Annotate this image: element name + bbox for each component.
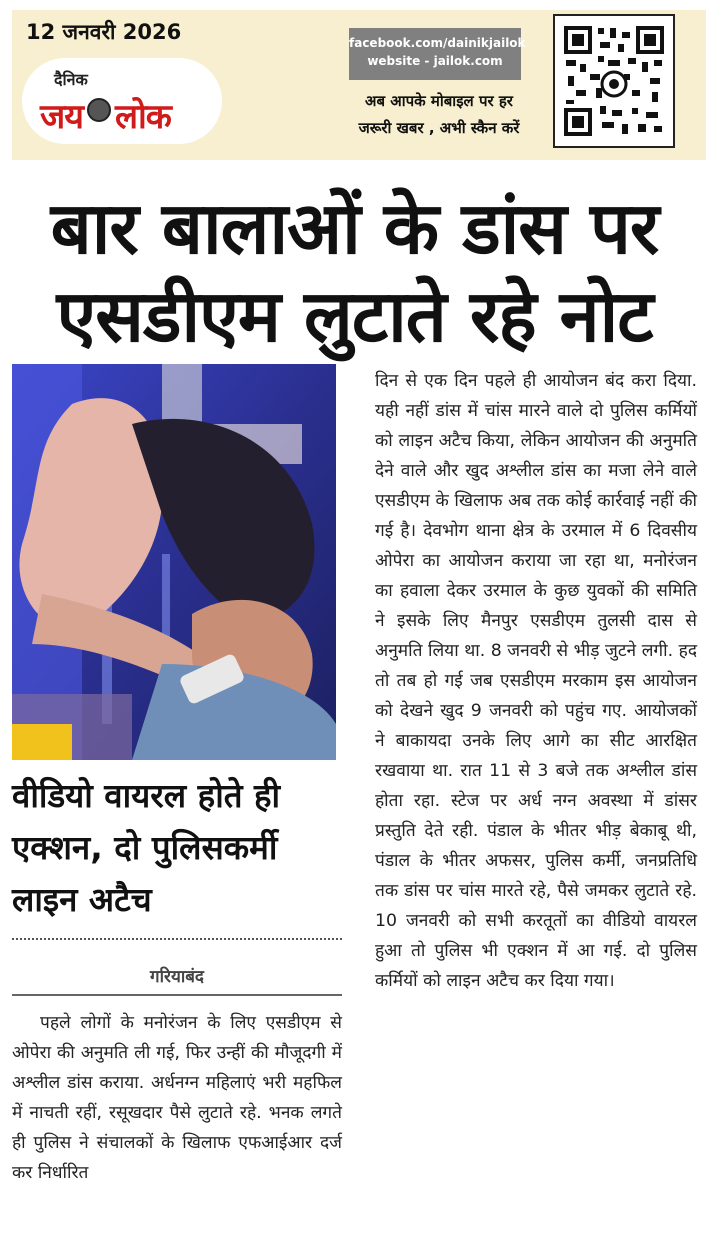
news-photo-image — [12, 364, 336, 760]
website-link[interactable]: website - jailok.com — [367, 54, 503, 68]
social-links-box — [349, 28, 526, 80]
dateline-location: गरियाबंद — [150, 967, 204, 987]
globe-icon — [87, 98, 111, 122]
location-divider — [12, 994, 342, 996]
logo-word-2: लोक — [114, 97, 171, 137]
headline-line-1: बार बालाओं के डांस पर — [50, 186, 659, 270]
scan-tagline — [344, 88, 534, 142]
headline-line-2: एसडीएम लुटाते रहे नोट — [56, 274, 653, 358]
issue-date: 12 जनवरी 2026 — [26, 20, 182, 44]
article-body-right: दिन से एक दिन पहले ही आयोजन बंद करा दिया. यही नहीं डांस में चांस मारने वाले दो पुलिस कर्मियों को लाइन अटैच किया, लेकिन आयोजन की अनुमति देने वाले और खुद अश्लील डांस का मजा लेने वाले एसडीएम के खिलाफ अब तक कोई कार्रवाई नहीं की गई है। देवभोग थाना क्षेत्र के उरमाल में 6 दिवसीय ओपेरा का आयोजन कराया जा रहा था, मनोरंजन का हवाला देकर उरमाल के कुछ युवकों की समिति ने इसके लिए मैनपुर एसडीएम तुलसी दास से अनुमति लिया था. 8 जनवरी से भीड़ जुटने लगी. हद तो तब हो गई जब एसडीएम मरकाम इस आयोजन को देखने खुद 9 जनवरी को पहुंच गए. आयोजकों ने बाकायदा उनके लिए आगे का सीट आरक्षित रखवाया था. रात 11 से 3 बजे तक अश्लील डांस होता रहा. स्टेज पर अर्ध नग्न अवस्था में डांसर प्रस्तुति देते रही. पंडाल के भीतर भीड़ बेकाबू थी, पंडाल के भीतर अफसर, पुलिस कर्मी, जनप्रतिधि तक डांस पर चांस मारते रहे, पैसे जमकर लुटाते रहे. 10 जनवरी को सभी करतूतों का वीडियो वायरल हुआ तो पुलिस भी एक्शन में आ गई. दो पुलिस कर्मियों को लाइन अटैच कर दिया गया। — [375, 371, 697, 991]
news-photo — [12, 364, 336, 760]
newspaper-logo[interactable] — [22, 58, 222, 144]
article-subhead: वीडियो वायरल होते ही एक्शन, दो पुलिसकर्मी लाइन अटैच — [12, 776, 281, 919]
logo-wordmark — [40, 92, 171, 138]
tagline-line-2: जरूरी खबर , अभी स्कैन करें — [358, 119, 520, 137]
qr-code[interactable] — [553, 14, 675, 148]
dotted-divider — [12, 938, 342, 940]
logo-word-1: जय — [40, 97, 83, 137]
article-body-left: पहले लोगों के मनोरंजन के लिए एसडीएम से ओपेरा की अनुमति ली गई, फिर उन्हीं की मौजूदगी में अश्लील डांस कराया. अर्धनग्न महिलाएं भरी महफिल में नाचती रहीं, रसूखदार पैसे लुटाते रहे. भनक लगते ही पुलिस ने संचालकों के खिलाफ एफआईआर दर्ज कर निर्धारित — [12, 1013, 342, 1183]
tagline-line-1: अब आपके मोबाइल पर हर — [365, 92, 513, 110]
facebook-link[interactable]: facebook.com/dainikjailok — [349, 36, 526, 50]
qr-code-icon — [562, 24, 666, 138]
logo-prefix: दैनिक — [54, 70, 88, 89]
